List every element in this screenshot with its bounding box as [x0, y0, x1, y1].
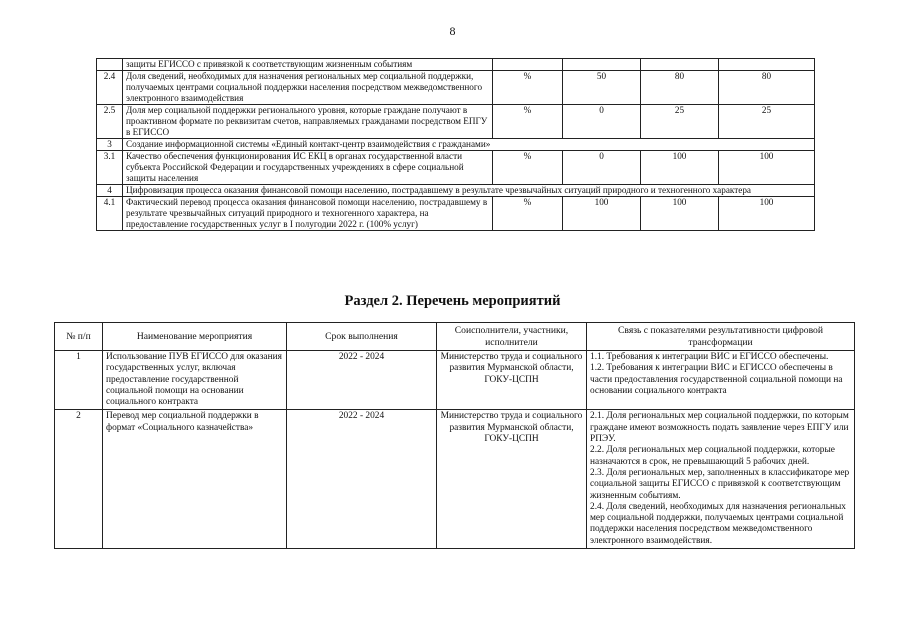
activity-executors: Министерство труда и социального развития Мурманской области, ГОКУ-ЦСПН: [437, 410, 587, 549]
activity-term: 2022 - 2024: [287, 351, 437, 410]
row-value-1: [563, 59, 641, 71]
activity-name: Перевод мер социальной поддержки в формат «Социального казначейства»: [103, 410, 287, 549]
header-term: Срок выполнения: [287, 323, 437, 351]
table-row: [55, 351, 855, 410]
activities-table: [54, 322, 855, 549]
activity-number: 2: [55, 410, 103, 549]
row-text: Доля мер социальной поддержки регионального уровня, которые граждане получают в проактивном формате по реквизитам счетов, направляемых гражданами посредством ЕПГУ в ЕГИССО: [123, 105, 493, 139]
row-value-3: 25: [719, 105, 815, 139]
header-row: [55, 323, 855, 351]
table-row: [97, 71, 815, 105]
row-text: Создание информационной системы «Единый контакт-центр взаимодействия с гражданами»: [123, 139, 815, 151]
row-number: 4.1: [97, 197, 123, 231]
row-unit: %: [493, 71, 563, 105]
link-item: 2.2. Доля региональных мер социальной поддержки, которые назначаются в срок, не превышающий 5 рабочих дней.: [590, 445, 835, 467]
row-value-3: 100: [719, 151, 815, 185]
row-value-2: 25: [641, 105, 719, 139]
table-row: [97, 151, 815, 185]
row-number: 2.5: [97, 105, 123, 139]
header-num: № п/п: [55, 323, 103, 351]
row-unit: %: [493, 151, 563, 185]
page-number: 8: [449, 24, 456, 38]
table-row: [97, 185, 815, 197]
row-value-1: 0: [563, 105, 641, 139]
table-row: [97, 105, 815, 139]
activity-executors: Министерство труда и социального развития Мурманской области, ГОКУ-ЦСПН: [437, 351, 587, 410]
row-value-2: 100: [641, 151, 719, 185]
row-value-1: 50: [563, 71, 641, 105]
indicators-table: [96, 58, 815, 231]
row-unit: %: [493, 197, 563, 231]
row-value-2: 80: [641, 71, 719, 105]
row-value-1: 100: [563, 197, 641, 231]
row-value-3: 100: [719, 197, 815, 231]
header-executors: Соисполнители, участники, исполнители: [437, 323, 587, 351]
activity-term: 2022 - 2024: [287, 410, 437, 549]
table-row: [97, 59, 815, 71]
link-item: 1.1. Требования к интеграции ВИС и ЕГИССО обеспечены.: [590, 352, 829, 362]
row-number: 2.4: [97, 71, 123, 105]
row-value-1: 0: [563, 151, 641, 185]
row-value-2: [641, 59, 719, 71]
activity-number: 1: [55, 351, 103, 410]
link-item: 1.2. Требования к интеграции ВИС и ЕГИССО обеспечены в части предоставления государственной социальной помощи на основании социального контракта: [590, 363, 843, 396]
table-row: [55, 410, 855, 549]
row-number: 3: [97, 139, 123, 151]
row-number: 4: [97, 185, 123, 197]
row-text: Качество обеспечения функционирования ИС ЕКЦ в органах государственной власти субъекта Российской Федерации и государственных учреждениях в сфере социальной защиты населения: [123, 151, 493, 185]
row-number: 3.1: [97, 151, 123, 185]
activity-links: [587, 410, 855, 549]
row-text: Доля сведений, необходимых для назначения региональных мер социальной поддержки, получаемых центрами социальной поддержки населения посредством межведомственного электронного взаимодействия: [123, 71, 493, 105]
activity-name: Использование ПУВ ЕГИССО для оказания государственных услуг, включая предоставление государственной социальной помощи на основании социального контракта: [103, 351, 287, 410]
link-item: 2.3. Доля региональных мер, заполненных в классификаторе мер социальной защиты ЕГИССО с привязкой к соответствующим жизненным событиям.: [590, 467, 850, 501]
row-unit: [493, 59, 563, 71]
row-value-2: 100: [641, 197, 719, 231]
row-text: защиты ЕГИССО с привязкой к соответствующим жизненным событиям: [123, 59, 493, 71]
section-title: Раздел 2. Перечень мероприятий: [344, 293, 561, 309]
link-item: 2.4. Доля сведений, необходимых для назначения региональных мер социальной поддержки, получаемых центрами социальной поддержки населения посредством межведомственного электронного взаимодействия.: [590, 501, 846, 546]
header-link: Связь с показателями результативности цифровой трансформации: [587, 323, 855, 351]
header-name: Наименование мероприятия: [103, 323, 287, 351]
row-text: Цифровизация процесса оказания финансовой помощи населению, пострадавшему в результате чрезвычайных ситуаций природного и техногенного характера: [123, 185, 815, 197]
row-value-3: [719, 59, 815, 71]
activity-links: [587, 351, 855, 410]
table-row: [97, 139, 815, 151]
row-text: Фактический перевод процесса оказания финансовой помощи населению, пострадавшему в результате чрезвычайных ситуаций природного и техногенного характера, на предоставление государственных услуг в I полугодии 2022 г. (100% услуг): [123, 197, 493, 231]
row-unit: %: [493, 105, 563, 139]
row-number: [97, 59, 123, 71]
table-row: [97, 197, 815, 231]
row-value-3: 80: [719, 71, 815, 105]
link-item: 2.1. Доля региональных мер социальной поддержки, по которым граждане имеют возможность подать заявление через ЕПГУ или РПЭУ.: [590, 411, 849, 445]
